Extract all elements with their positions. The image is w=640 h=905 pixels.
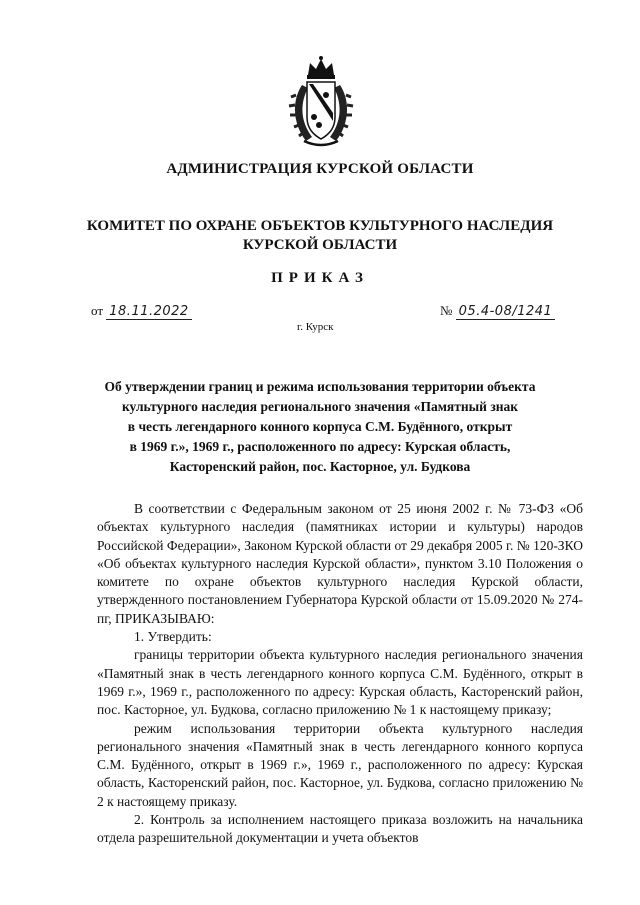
title-line-3: в честь легендарного конного корпуса С.М. Будённого, открыт: [127, 419, 513, 434]
title-line-5: Касторенский район, пос. Касторное, ул. Будкова: [169, 459, 471, 474]
item-1a-paragraph: границы территории объекта культурного наследия регионального значения «Памятный знак в честь легендарного конного корпуса С.М. Будённого, открыт в 1969 г.», 1969 г., расположенного по адресу: Курская область, Касторенский район, пос. Касторное, ул. Будкова, согласно приложению № 1 к настоящему приказу;: [97, 647, 583, 718]
title-line-4: в 1969 г.», 1969 г., расположенного по адресу: Курская область,: [129, 439, 511, 454]
item-1b-paragraph: режим использования территории объекта культурного наследия регионального значения «Памятный знак в честь легендарного конного корпуса С.М. Будённого, открыт в 1969 г.», 1969 г., расположенного по адресу: Курская область, Касторенский район, пос. Касторное, ул. Будкова, согласно приложению № 2 к настоящему приказу.: [97, 720, 583, 809]
administration-name: АДМИНИСТРАЦИЯ КУРСКОЙ ОБЛАСТИ: [166, 161, 474, 177]
item-2-paragraph: 2. Контроль за исполнением настоящего приказа возложить на начальника отдела разрешительной документации и учета объектов: [97, 812, 583, 846]
title-line-2: культурного наследия регионального значения «Памятный знак: [121, 399, 519, 414]
number-value: 05.4-08/1241: [456, 304, 556, 320]
date-prefix: от: [91, 303, 104, 318]
order-body: [97, 500, 583, 848]
item-1-heading: 1. Утвердить:: [134, 629, 212, 645]
title-line-1: Об утверждении границ и режима использования территории объекта: [104, 379, 536, 394]
number-prefix: №: [440, 303, 453, 318]
city: г. Курск: [297, 321, 334, 333]
committee-name-line-2: КУРСКОЙ ОБЛАСТИ: [242, 237, 398, 253]
preamble-paragraph: В соответствии с Федеральным законом от 25 июня 2002 г. № 73-ФЗ «Об объектах культурного наследия (памятниках истории и культуры) народов Российской Федерации», Законом Курской области от 29 декабря 2005 г. № 120-ЗКО «Об объектах культурного наследия Курской области», пунктом 3.10 Положения о комитете по охране объектов культурного наследия Курской области, утвержденного постановлением Губернатора Курской области от 15.09.2020 № 274-пг, ПРИКАЗЫВАЮ:: [97, 501, 583, 626]
order-date: [91, 303, 192, 319]
committee-name: [60, 217, 580, 255]
order-number: [440, 303, 555, 319]
document-type: ПРИКАЗ: [271, 270, 369, 286]
committee-name-line-1: КОМИТЕТ ПО ОХРАНЕ ОБЪЕКТОВ КУЛЬТУРНОГО НАСЛЕДИЯ: [86, 218, 554, 234]
coat-of-arms-emblem: [288, 55, 354, 151]
date-value: 18.11.2022: [106, 304, 191, 320]
order-title: [60, 377, 580, 477]
